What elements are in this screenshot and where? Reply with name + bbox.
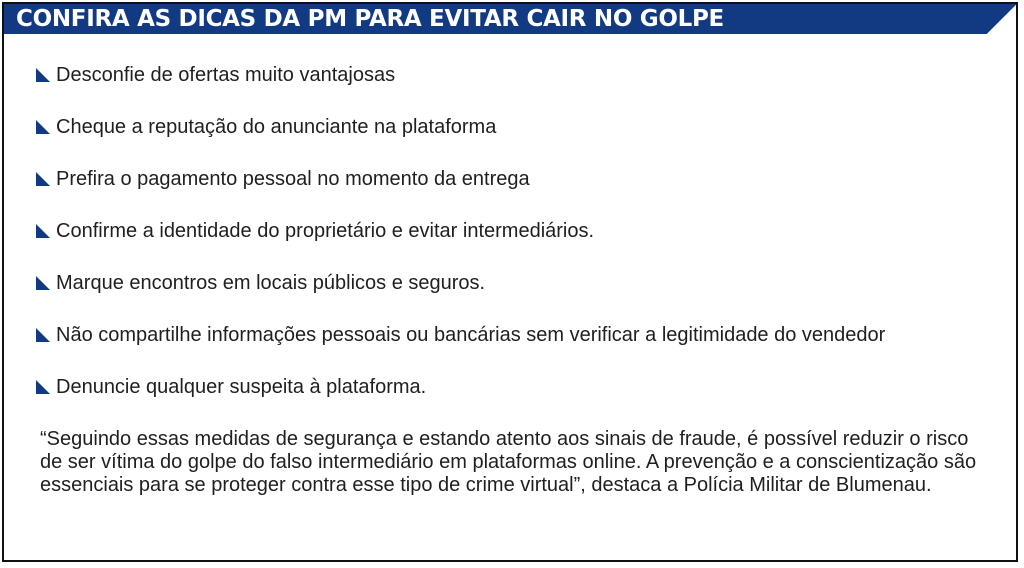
tip-text: Marque encontros em locais públicos e seguros. bbox=[56, 272, 486, 294]
blue-triangle-bullet-icon bbox=[36, 328, 50, 342]
list-item bbox=[36, 322, 885, 374]
list-item bbox=[36, 62, 885, 114]
list-item bbox=[36, 114, 885, 166]
tip-text: Prefira o pagamento pessoal no momento da entrega bbox=[56, 168, 530, 190]
tip-text: Cheque a reputação do anunciante na plataforma bbox=[56, 116, 497, 138]
list-item bbox=[36, 166, 885, 218]
quote-paragraph: “Seguindo essas medidas de segurança e estando atento aos sinais de fraude, é possível reduzir o risco de ser vítima do golpe do falso intermediário em plataformas online. A prevenção e a conscientização são essenciais para se proteger contra esse tipo de crime virtual”, destaca a Polícia Militar de Blumenau. bbox=[40, 428, 977, 496]
folded-corner-icon bbox=[986, 4, 1016, 34]
blue-triangle-bullet-icon bbox=[36, 68, 50, 82]
tip-text: Desconfie de ofertas muito vantajosas bbox=[56, 64, 396, 86]
list-item bbox=[36, 218, 885, 270]
list-item bbox=[36, 374, 885, 426]
tip-text: Não compartilhe informações pessoais ou bancárias sem verificar a legitimidade do vendedor bbox=[56, 324, 886, 346]
header-title: CONFIRA AS DICAS DA PM PARA EVITAR CAIR NO GOLPE bbox=[16, 6, 724, 32]
blue-triangle-bullet-icon bbox=[36, 224, 50, 238]
blue-triangle-bullet-icon bbox=[36, 380, 50, 394]
tips-list bbox=[36, 62, 885, 426]
blue-triangle-bullet-icon bbox=[36, 276, 50, 290]
blue-triangle-bullet-icon bbox=[36, 172, 50, 186]
tip-text: Denuncie qualquer suspeita à plataforma. bbox=[56, 376, 427, 398]
blue-triangle-bullet-icon bbox=[36, 120, 50, 134]
list-item bbox=[36, 270, 885, 322]
tip-text: Confirme a identidade do proprietário e evitar intermediários. bbox=[56, 220, 595, 242]
tips-box bbox=[2, 2, 1018, 562]
header-bar bbox=[4, 4, 1016, 34]
